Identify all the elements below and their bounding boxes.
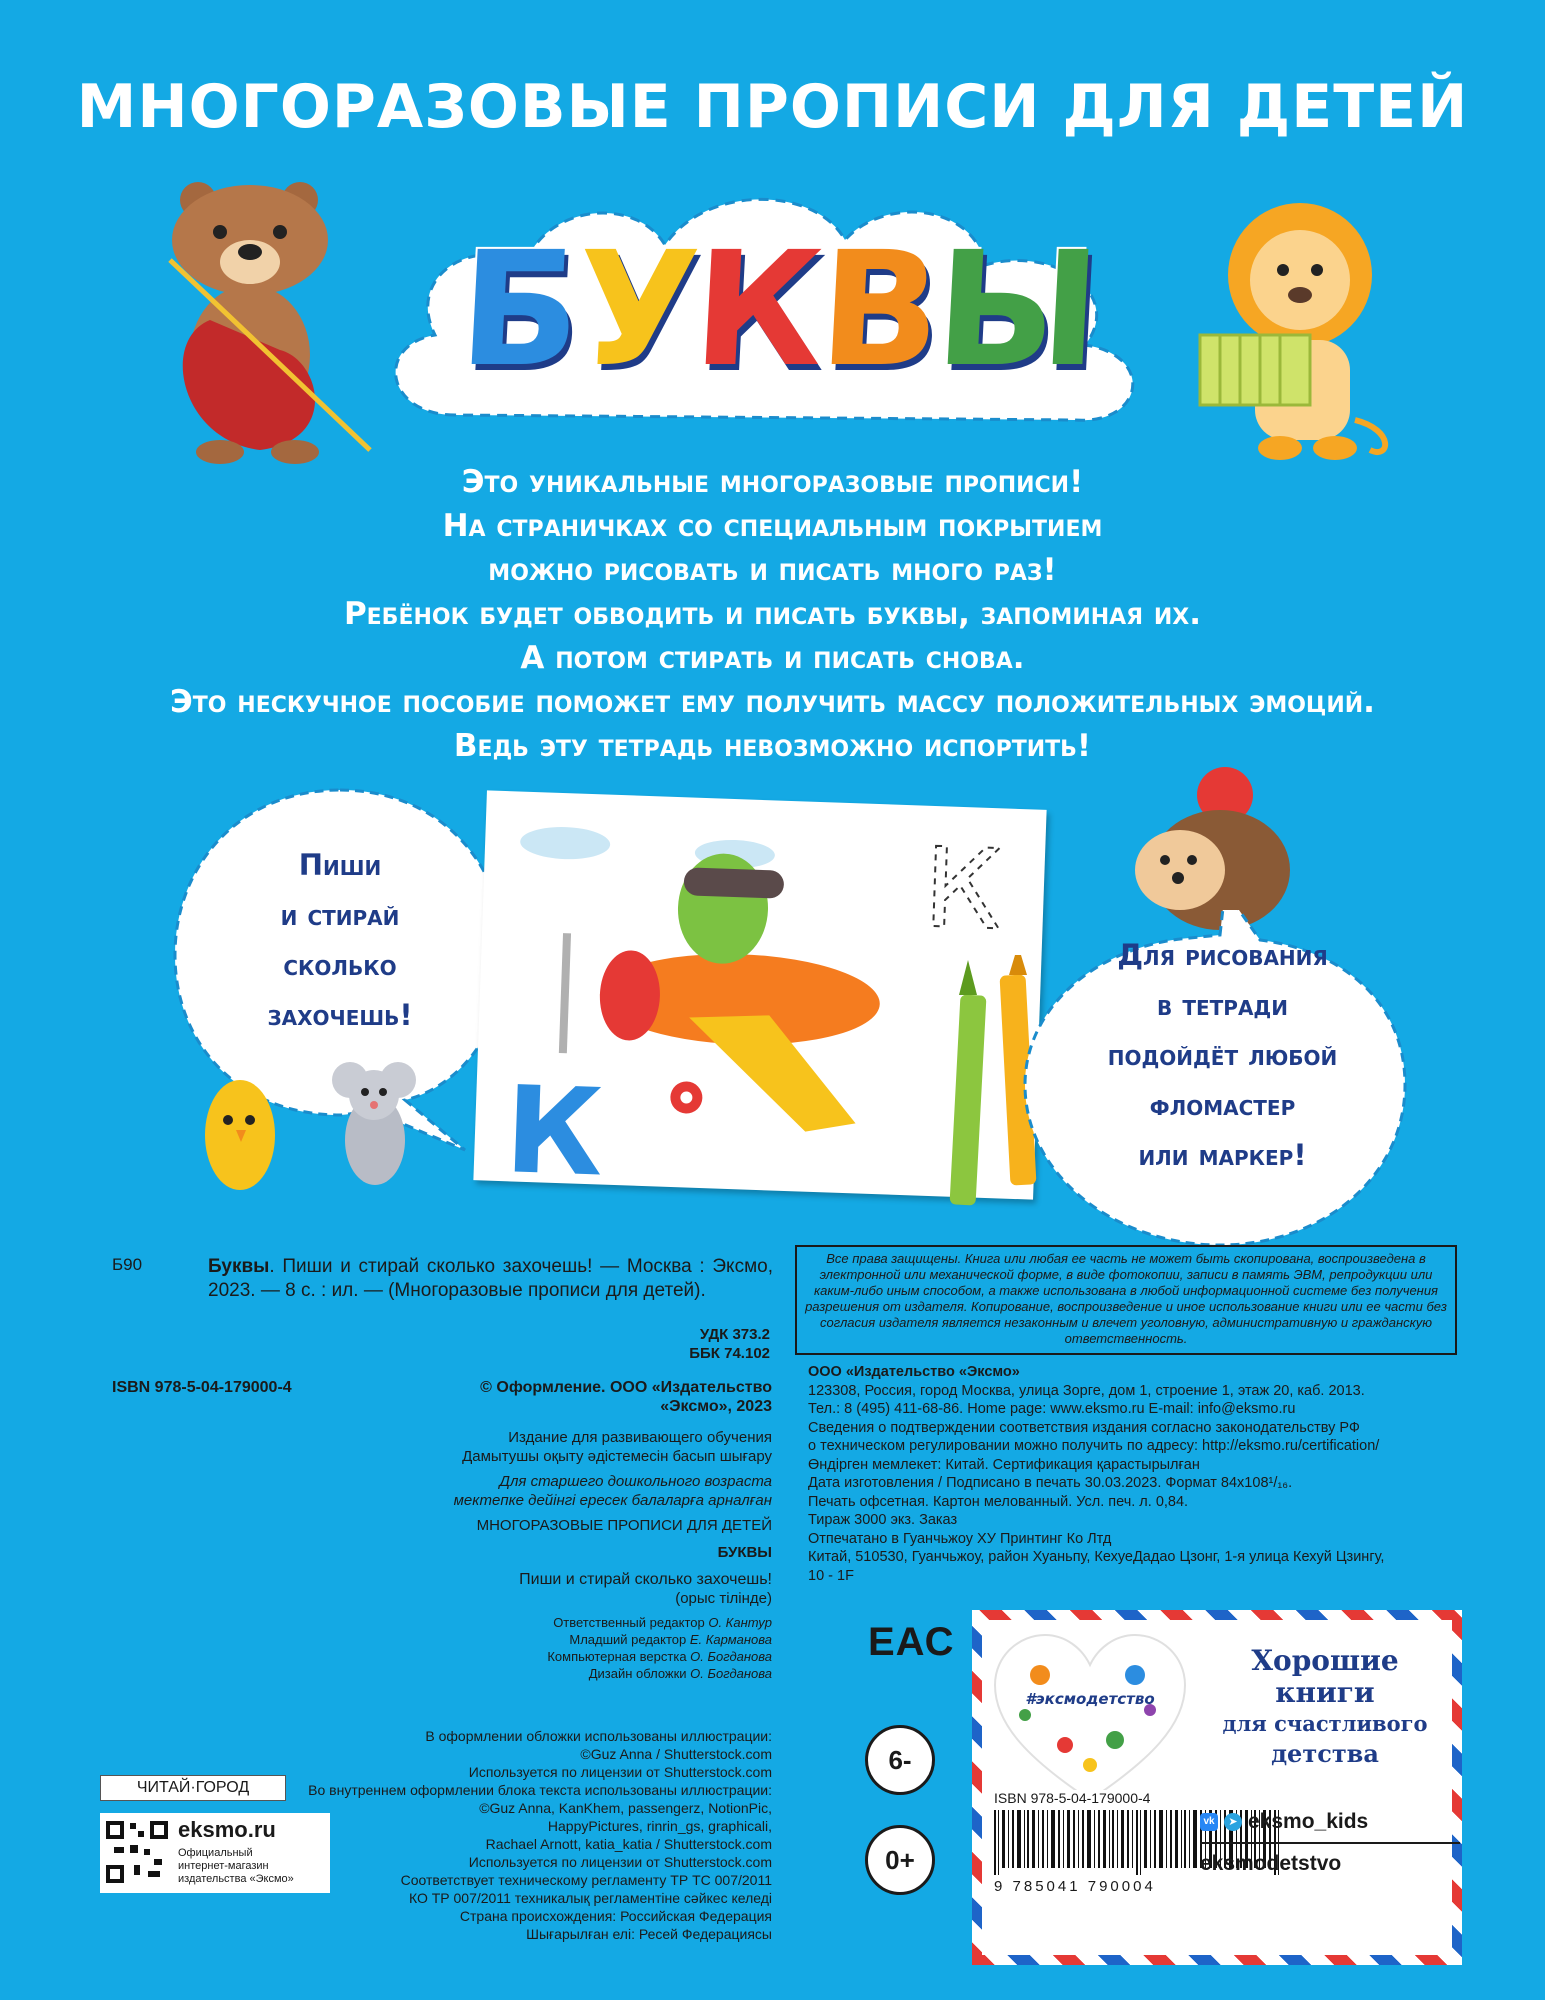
chitai-gorod-logo: ЧИТАЙ·ГОРОД (100, 1775, 286, 1801)
credits (380, 1614, 772, 1682)
illus-line: Используется по лицензии от Shutterstock.com (468, 1764, 772, 1780)
imprint-code: Б90 (112, 1255, 143, 1274)
bear-with-cello-illustration (150, 180, 380, 470)
intro-line: Это уникальные многоразовые прописи! (461, 464, 1084, 500)
chick-and-mouse-illustration (200, 1050, 450, 1200)
rights-notice: Все права защищены. Книга или любая ее часть не может быть скопирована, воспроизведена в электронной или механической форме, в виде фотокопии, записи в память ЭВМ, репродукции или каким-либо иным способом, а также использована в любой информационной системе без получения разрешения от издателя. Копирование, воспроизведение и иное использование книги или ее части без согласия издателя является незаконным и влечет уголовную, административную и гражданскую ответственность. (795, 1245, 1457, 1355)
publisher-line: Өндірген мемлекет: Китай. Сертификация қарастырылған (808, 1456, 1200, 1473)
social-row-kids[interactable] (1200, 1810, 1460, 1834)
publisher-line: Дата изготовления / Подписано в печать 30.03.2023. Формат 84x108¹/₁₆. (808, 1475, 1293, 1491)
bubble-line: захочешь! (267, 998, 413, 1032)
purpose-ru: Издание для развивающего обучения (508, 1429, 772, 1446)
eksmo-shop-note: Официальный интернет-магазин издательства «Эксмо» (178, 1847, 294, 1885)
barcode-isbn: ISBN 978-5-04-179000-4 (994, 1790, 1151, 1806)
classification-codes (500, 1325, 770, 1363)
bubble-line: или маркер! (1138, 1138, 1307, 1172)
bubble-line: фломастер (1149, 1088, 1296, 1122)
illus-line: ©Guz Anna / Shutterstock.com (580, 1746, 772, 1762)
svg-text:К: К (921, 823, 1005, 955)
age-badge-0: 0+ (865, 1825, 935, 1895)
bubble-left-text (195, 840, 485, 1040)
bubble-line: подойдёт любой (1107, 1038, 1338, 1072)
book-subtitle: Пиши и стирай сколько захочешь! (519, 1571, 772, 1588)
big-title-letters (455, 218, 1105, 402)
slogan-line: детства (1271, 1739, 1379, 1768)
social-links (1200, 1810, 1460, 1876)
series-name: МНОГОРАЗОВЫЕ ПРОПИСИ ДЛЯ ДЕТЕЙ (476, 1517, 772, 1534)
slogan-line: для счастливого (1222, 1711, 1428, 1736)
publisher-line: Тираж 3000 экз. Заказ (808, 1512, 958, 1528)
record-title: Буквы (208, 1256, 270, 1277)
illus-line: HappyPictures, rinrin_gs, graphicali, (547, 1818, 772, 1834)
age-ru: Для старшего дошкольного возраста (499, 1473, 772, 1490)
intro-line: На страничках со специальным покрытием (442, 508, 1103, 544)
social-handle-detstvo[interactable]: eksmodetstvo (1200, 1852, 1342, 1875)
big-letter: Ы (931, 218, 1105, 402)
slogan-line: Хорошие (1251, 1644, 1399, 1677)
illus-line: Во внутреннем оформлении блока текста использованы иллюстрации: (308, 1782, 772, 1798)
intro-line: Ребёнок будет обводить и писать буквы, запоминая их. (343, 596, 1202, 632)
illus-line: Используется по лицензии от Shutterstock.com (468, 1854, 772, 1870)
publisher-line: о техническом регулировании можно получить по адресу: http://eksmo.ru/certification/ (808, 1438, 1380, 1454)
hashtag: #эксмодетство (1025, 1690, 1155, 1708)
credit-line: Младший редактор Е. Карманова (569, 1632, 772, 1647)
bubble-line: Для рисования (1117, 938, 1328, 972)
divider (1200, 1842, 1460, 1844)
intro-line: Это нескучное пособие поможет ему получить массу положительных эмоций. (170, 684, 1375, 720)
illus-line: ©Guz Anna, KanKhem, passengerz, NotionPic, (479, 1800, 772, 1816)
publisher-name: ООО «Издательство «Эксмо» (808, 1364, 1020, 1380)
language-note: (орыс тілінде) (675, 1590, 772, 1607)
age-badge-6: 6- (865, 1725, 935, 1795)
imprint-right-column (380, 1428, 772, 1682)
bubble-line: и стирай (280, 898, 400, 932)
illus-line: Rachael Arnott, katia_katia / Shutterstock.com (485, 1836, 772, 1852)
udk: УДК 373.2 (699, 1326, 770, 1343)
intro-line: можно рисовать и писать много раз! (488, 552, 1057, 588)
illustration-credits (300, 1727, 772, 1943)
big-letter: У (571, 218, 704, 402)
lion-with-accordion-illustration (1185, 200, 1410, 470)
purpose-kz: Дамытушы оқыту әдістемесін басып шығару (462, 1448, 772, 1465)
bubble-line: Пиши (298, 848, 382, 882)
series-title: МНОГОРАЗОВЫЕ ПРОПИСИ ДЛЯ ДЕТЕЙ (76, 72, 1469, 142)
eksmo-shop-block (100, 1813, 330, 1893)
copyright-text: © Оформление. ООО «Издательство «Эксмо», 2023 (480, 1379, 772, 1415)
slogan-line: книги (1275, 1676, 1375, 1709)
illus-line: В оформлении обложки использованы иллюстрации: (425, 1728, 772, 1744)
intro-text (0, 460, 1545, 768)
illus-line: Страна происхождения: Российская Федерация (459, 1908, 772, 1924)
age-kz: мектепке дейінгі ересек балаларға арналған (453, 1492, 772, 1509)
illus-line: Шығарылған елі: Ресей Федерациясы (526, 1926, 772, 1942)
bbk: ББК 74.102 (689, 1345, 770, 1362)
illus-line: Соответствует техническому регламенту ТР ТС 007/2011 (400, 1872, 772, 1888)
eksmo-site[interactable]: eksmo.ru (178, 1817, 276, 1842)
publisher-line: Китай, 510530, Гуанчьжоу, район Хуаньпу, КехуеДадао Цзонг, 1-я улица Кехуй Цзингу, (808, 1549, 1385, 1565)
big-letter: Б (455, 218, 586, 402)
publisher-line: 123308, Россия, город Москва, улица Зорге, дом 1, строение 1, этаж 20, каб. 2013. (808, 1382, 1365, 1399)
illus-line: КО ТР 007/2011 техникалық регламентіне сәйкес келеді (408, 1890, 772, 1906)
eac-mark: ЕАС (868, 1620, 955, 1664)
intro-line: А потом стирать и писать снова. (520, 640, 1025, 676)
big-letter: В (814, 218, 945, 402)
qr-code-icon (104, 1819, 170, 1885)
book-title: БУКВЫ (717, 1544, 772, 1561)
credit-line: Дизайн обложки О. Богданова (588, 1666, 772, 1681)
publisher-line: Отпечатано в Гуанчьжоу ХУ Принтинг Ко Лтд (808, 1530, 1112, 1547)
bibliographic-record (208, 1255, 773, 1303)
intro-line: Ведь эту тетрадь невозможно испортить! (453, 728, 1092, 764)
publisher-line: Печать офсетная. Картон мелованный. Усл. печ. л. 0,84. (808, 1493, 1189, 1510)
bubble-line: сколько (283, 948, 397, 982)
publisher-info (808, 1363, 1468, 1585)
big-letter: К (689, 218, 829, 402)
svg-text:К: К (502, 1061, 606, 1200)
credit-line: Компьютерная верстка О. Богданова (547, 1649, 772, 1664)
telegram-icon: ➤ (1224, 1813, 1242, 1831)
publisher-line: 10 - 1F (808, 1567, 854, 1584)
publisher-line: Тел.: 8 (495) 411-68-86. Home page: www.eksmo.ru E-mail: info@eksmo.ru (808, 1401, 1296, 1417)
barcode-digits: 9 785041 790004 (994, 1878, 1156, 1895)
promo-slogan (1200, 1645, 1450, 1769)
social-handle-kids: eksmo_kids (1248, 1810, 1369, 1833)
vk-icon: vk (1200, 1813, 1218, 1831)
record-rest: . Пиши и стирай сколько захочешь! — Москва : Эксмо, 2023. — 8 с. : ил. — (Многоразовые прописи для детей). (208, 1256, 773, 1301)
isbn-text: ISBN 978-5-04-179000-4 (112, 1379, 292, 1396)
bubble-line: в тетради (1157, 988, 1288, 1022)
bubble-right-text (1060, 930, 1385, 1180)
eksmodetstvo-heart-logo (990, 1630, 1190, 1805)
credit-line: Ответственный редактор О. Кантур (553, 1615, 772, 1630)
publisher-line: Сведения о подтверждении соответствия издания согласно законодательству РФ (808, 1419, 1360, 1436)
